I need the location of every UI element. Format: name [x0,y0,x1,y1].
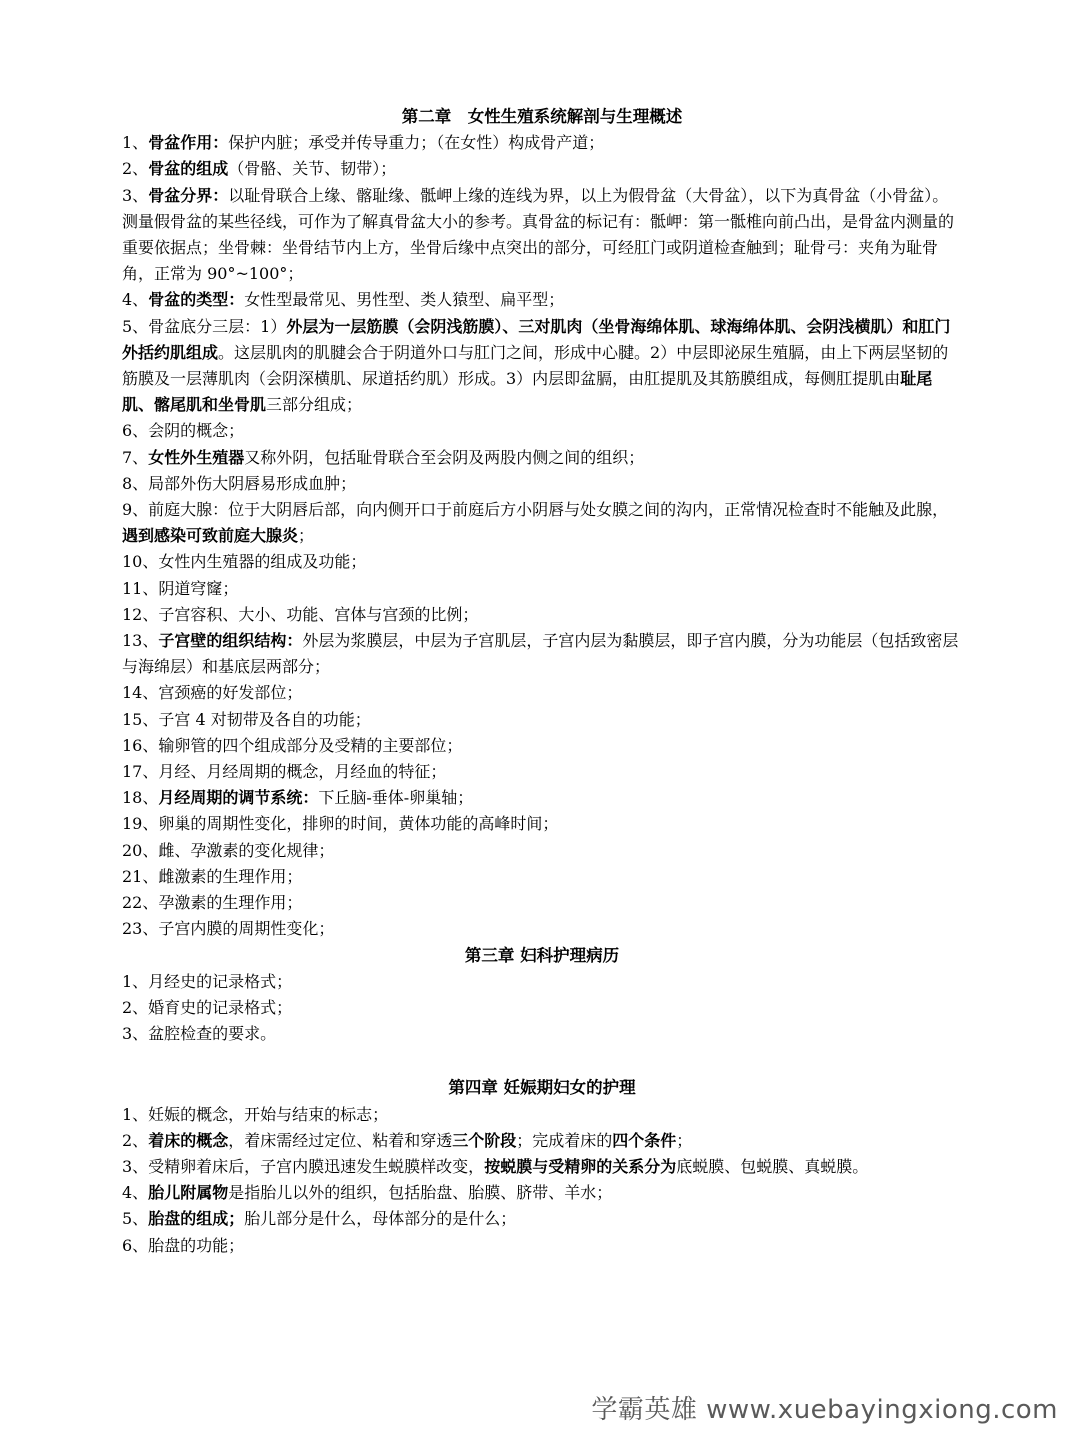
bold-term: 子宫壁的组织结构： [158,631,303,651]
watermark-text: 学霸英雄 www.xuebayingxiong.com [591,1395,1058,1425]
list-item [122,156,962,182]
list-item [122,916,962,942]
text-run: 5、骨盆底分三层：1） [122,316,287,336]
list-item [122,602,962,628]
text-run: 。这层肌肉的肌腱会合于阴道外口与肛门之间，形成中心腱。2）中层即泌尿生殖膈，由上下两层坚韧的筋膜及一层薄肌肉（会阴深横肌、尿道括约肌）形成。3）内层即盆膈，由肛提肌及其筋膜组成，每侧肛提肌由 [122,342,949,389]
list-item [122,969,962,995]
text-run: 20、雌、孕激素的变化规律； [122,840,335,860]
list-item [122,759,962,785]
list-item [122,680,962,706]
text-run: 6、会阴的概念； [122,421,245,441]
text-run: 16、输卵管的四个组成部分及受精的主要部位； [122,735,463,755]
list-item [122,890,962,916]
list-item [122,995,962,1021]
bold-term: 三个阶段 [452,1130,517,1150]
text-run: ； [298,526,315,546]
text-run: 21、雌激素的生理作用； [122,866,303,886]
text-run: ； [676,1130,693,1150]
text-run: 22、孕激素的生理作用； [122,893,303,913]
bold-term: 胎儿附属物 [148,1183,229,1203]
bold-term: 四个条件 [612,1130,677,1150]
bold-term: 骨盆的类型： [148,290,245,310]
text-run: 以耻骨联合上缘、髂耻缘、骶岬上缘的连线为界，以上为假骨盆（大骨盆），以下为真骨盆（小骨盆）。测量假骨盆的某些径线，可作为了解真骨盆大小的参考。真骨盆的标记有：骶岬：第一骶椎向前凸出，是骨盆内测量的重要依据点；坐骨棘：坐骨结节内上方，坐骨后缘中点突出的部分，可经肛门或阴道检查触到；耻骨弓：夹角为耻骨角，正常为 90°~100°； [122,185,955,284]
list-item [122,130,962,156]
text-run: 2、 [122,1130,149,1150]
list-item [122,1128,962,1154]
text-run: ，着床需经过定位、粘着和穿透 [228,1130,453,1150]
chapter-2-title: 第二章 女性生殖系统解剖与生理概述 [401,107,683,126]
text-run: 是指胎儿以外的组织，包括胎盘、胎膜、脐带、羊水； [228,1183,613,1203]
bold-term: 遇到感染可致前庭大腺炎 [122,526,299,546]
text-run: 19、卵巢的周期性变化，排卵的时间，黄体功能的高峰时间； [122,814,559,834]
bold-term: 骨盆的组成 [148,159,229,179]
text-run: 4、 [122,1183,149,1203]
list-item [122,576,962,602]
text-run: 9、前庭大腺：位于大阴唇后部，向内侧开口于前庭后方小阴唇与处女膜之间的沟内，正常情况检查时不能触及此腺， [122,500,949,520]
list-item [122,1021,962,1047]
text-run: 3、盆腔检查的要求。 [122,1024,277,1044]
text-run: 3、 [122,185,149,205]
list-item [122,811,962,837]
bold-term: 着床的概念 [148,1130,229,1150]
list-item [122,733,962,759]
text-run: 18、 [122,788,159,808]
list-item [122,785,962,811]
text-run: 12、子宫容积、大小、功能、宫体与宫颈的比例； [122,604,479,624]
bold-term: 月经周期的调节系统： [158,788,319,808]
text-run: 7、 [122,447,149,467]
text-run: 外层为浆膜层，中层为子宫肌层，子宫内层为黏膜层，即子宫内膜，分为功能层（包括致密层与海绵层）和基底层两部分； [122,631,959,677]
text-run: （骨骼、关节、韧带）； [228,159,397,179]
text-run: 底蜕膜、包蜕膜、真蜕膜。 [676,1156,869,1176]
list-item [122,864,962,890]
text-run: 17、月经、月经周期的概念，月经血的特征； [122,762,447,782]
text-run: ；完成着床的 [516,1130,613,1150]
text-run: 1、月经史的记录格式； [122,971,293,991]
text-run: 8、局部外伤大阴唇易形成血肿； [122,473,357,493]
list-item [122,445,962,471]
text-run: 10、女性内生殖器的组成及功能； [122,552,367,572]
list-item [122,1154,962,1180]
text-run: 11、阴道穹窿； [122,578,239,598]
bold-term: 按蜕膜与受精卵的关系分为 [484,1156,677,1176]
list-item [122,1206,962,1232]
bold-term: 女性外生殖器 [148,447,245,467]
list-item [122,497,962,549]
bold-term: 耻尾肌、髂尾肌和坐骨肌 [122,369,933,415]
text-run: 下丘脑-垂体-卵巢轴； [318,788,474,808]
list-item [122,1233,962,1259]
list-item [122,549,962,575]
text-run: 6、胎盘的功能； [122,1235,245,1255]
list-item [122,471,962,497]
chapter-3-list [122,969,962,1048]
text-run: 2、 [122,159,149,179]
list-item [122,707,962,733]
text-run: 又称外阴，包括耻骨联合至会阴及两股内侧之间的组织； [244,447,645,467]
list-item [122,314,962,419]
chapter-4-title: 第四章 妊娠期妇女的护理 [448,1078,636,1098]
text-run: 5、 [122,1209,149,1229]
text-run: 1、妊娠的概念，开始与结束的标志； [122,1104,389,1124]
text-run: 3、受精卵着床后，子宫内膜迅速发生蜕膜样改变， [122,1156,485,1176]
chapter-4-list [122,1102,962,1259]
list-item [122,838,962,864]
bold-term: 胎盘的组成； [148,1209,245,1229]
bold-term: 外层为一层筋膜（会阴浅筋膜）、三对肌肉（坐骨海绵体肌、球海绵体肌、会阴浅横肌）和肛门外括约肌组成 [122,316,951,362]
bold-term: 骨盆作用： [148,133,229,153]
list-item [122,628,962,680]
list-item [122,1180,962,1206]
list-item [122,418,962,444]
bold-term: 骨盆分界： [148,185,229,205]
list-item [122,287,962,313]
text-run: 14、宫颈癌的好发部位； [122,683,303,703]
text-run: 2、婚育史的记录格式； [122,997,293,1017]
document-page [122,104,962,1259]
text-run: 1、 [122,133,149,153]
text-run: 保护内脏；承受并传导重力；（在女性）构成骨产道； [228,133,605,153]
list-item [122,183,962,288]
text-run: 三部分组成； [266,395,363,415]
chapter-2-list [122,130,962,942]
text-run: 13、 [122,631,159,651]
text-run: 23、子宫内膜的周期性变化； [122,919,335,939]
list-item [122,1102,962,1128]
text-run: 4、 [122,290,149,310]
text-run: 女性型最常见、男性型、类人猿型、扁平型； [244,290,565,310]
text-run: 15、子宫 4 对韧带及各自的功能； [122,709,371,729]
chapter-3-title: 第三章 妇科护理病历 [464,945,620,965]
text-run: 胎儿部分是什么，母体部分的是什么； [244,1209,517,1229]
